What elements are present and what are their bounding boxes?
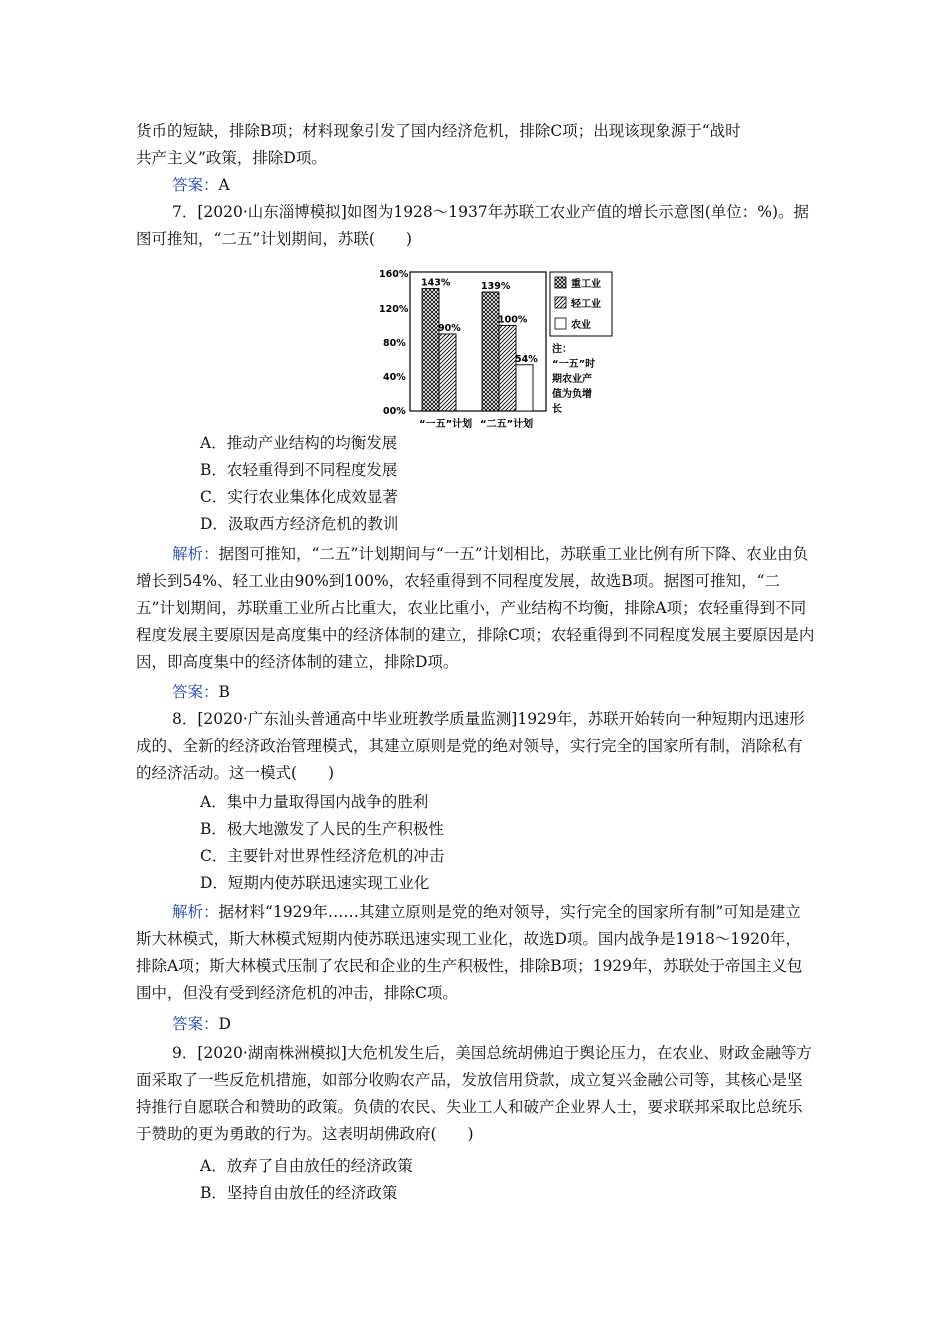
note-line: 长 xyxy=(552,404,562,415)
q9-stem: 9．[2020·湖南株洲模拟]大危机发生后，美国总统胡佛迫于舆论压力，在农业、财政金融等方面采取了一些反危机措施，如部分收购农产品，发放信用贷款，成立复兴金融公司等，其核心是坚持推行自愿联合和赞助的政策。负债的农民、失业工人和破产企业界人士，要求联邦采取比总统乐于赞助的更为勇敢的行为。这表明胡佛政府( ) xyxy=(136,1044,812,1143)
intro-line-1: 货币的短缺，排除B项；材料现象引发了国内经济危机，排除C项；出现该现象源于“战时 xyxy=(136,122,741,140)
y-tick: 120% xyxy=(379,304,409,315)
data-label: 100% xyxy=(498,314,528,326)
q7-option-b: B．农轻重得到不同程度发展 xyxy=(200,461,398,479)
analysis-label: 解析： xyxy=(172,903,219,921)
q7-answer xyxy=(172,679,230,706)
q8-analysis xyxy=(136,899,816,1007)
note-line: 值为负增 xyxy=(552,389,592,400)
bar-agri-2 xyxy=(516,365,533,411)
answer-value: B xyxy=(218,683,230,701)
q8-option-d: D．短期内使苏联迅速实现工业化 xyxy=(200,874,430,892)
y-tick-labels xyxy=(379,269,409,417)
answer-label: 答案： xyxy=(172,176,219,194)
analysis-text: 据图可推知，“二五”计划期间与“一五”计划相比，苏联重工业比例有所下降、农业由负增长到54%、轻工业由90%到100%，农轻重得到不同程度发展，故选B项。据图可推知，“二五”计划期间，苏联重工业所占比重大，农业比重小，产业结构不均衡，排除A项；农轻重得到不同程度发展主要原因是高度集中的经济体制的建立，排除C项；农轻重得到不同程度发展主要原因是内因，即高度集中的经济体制的建立，排除D项。 xyxy=(136,545,815,671)
q8-option-b: B．极大地激发了人民的生产积极性 xyxy=(200,820,444,838)
y-tick: 160% xyxy=(379,269,409,280)
answer-value: A xyxy=(218,176,230,194)
bar-heavy-1 xyxy=(422,289,439,411)
legend-swatch-heavy xyxy=(555,277,566,288)
answer-label: 答案： xyxy=(172,683,219,701)
q8-option-a: A．集中力量取得国内战争的胜利 xyxy=(200,793,429,811)
q7-stem: 7．[2020·山东淄博模拟]如图为1928～1937年苏联工农业产值的增长示意图(单位：%)。据图可推知，“二五”计划期间，苏联( ) xyxy=(136,203,810,248)
data-label: 54% xyxy=(515,353,538,365)
q8-answer xyxy=(172,1011,231,1038)
data-label: 143% xyxy=(421,277,451,289)
analysis-label: 解析： xyxy=(172,545,219,563)
legend-swatch-light xyxy=(555,297,566,308)
legend-swatch-agri xyxy=(555,318,566,329)
y-tick: 40% xyxy=(383,372,406,383)
y-tick: 00% xyxy=(383,406,406,417)
q9-option-a: A．放弃了自由放任的经济政策 xyxy=(200,1157,413,1175)
q8-stem: 8．[2020·广东汕头普通高中毕业班教学质量监测]1929年，苏联开始转向一种短期内迅速形成的、全新的经济政治管理模式，其建立原则是党的绝对领导，实行完全的国家所有制，消除私有的经济活动。这一模式( ) xyxy=(136,710,805,782)
q7-option-c: C．实行农业集体化成效显著 xyxy=(200,488,398,506)
q7-option-d: D．汲取西方经济危机的教训 xyxy=(200,515,399,533)
q7-analysis xyxy=(136,541,816,676)
answer-value: D xyxy=(218,1015,231,1033)
y-tick: 80% xyxy=(383,338,406,349)
bars xyxy=(421,278,538,411)
bar-heavy-2 xyxy=(482,292,499,411)
intro-line-2: 共产主义”政策，排除D项。 xyxy=(136,149,327,167)
bar-light-2 xyxy=(499,325,516,411)
analysis-text: 据材料“1929年……其建立原则是党的绝对领导，实行完全的国家所有制”可知是建立斯大林模式，斯大林模式短期内使苏联迅速实现工业化，故选D项。国内战争是1918～1920年，排除A项；斯大林模式压制了农民和企业的生产积极性，排除B项；1929年，苏联处于帝国主义包围中，但没有受到经济危机的冲击，排除C项。 xyxy=(136,903,803,1002)
chart-note xyxy=(551,342,595,415)
legend-label: 农业 xyxy=(571,320,591,331)
data-label: 90% xyxy=(438,322,461,334)
answer-label: 答案： xyxy=(172,1015,219,1033)
legend-label: 轻工业 xyxy=(571,299,601,310)
x-category-label: “二五”计划 xyxy=(480,419,534,430)
note-line: 注： xyxy=(552,344,572,355)
q6-answer xyxy=(172,172,230,199)
q9-option-b: B．坚持自由放任的经济政策 xyxy=(200,1184,398,1202)
legend-label: 重工业 xyxy=(571,279,601,290)
x-category-label: “一五”计划 xyxy=(419,419,473,430)
q8-option-c: C．主要针对世界性经济危机的冲击 xyxy=(200,847,445,865)
bar-light-1 xyxy=(439,334,456,411)
bar-chart xyxy=(370,262,620,432)
note-line: “一五”时 xyxy=(552,359,596,370)
q7-option-a: A．推动产业结构的均衡发展 xyxy=(200,434,398,452)
data-label: 139% xyxy=(481,280,511,292)
note-line: 期农业产 xyxy=(552,374,592,385)
